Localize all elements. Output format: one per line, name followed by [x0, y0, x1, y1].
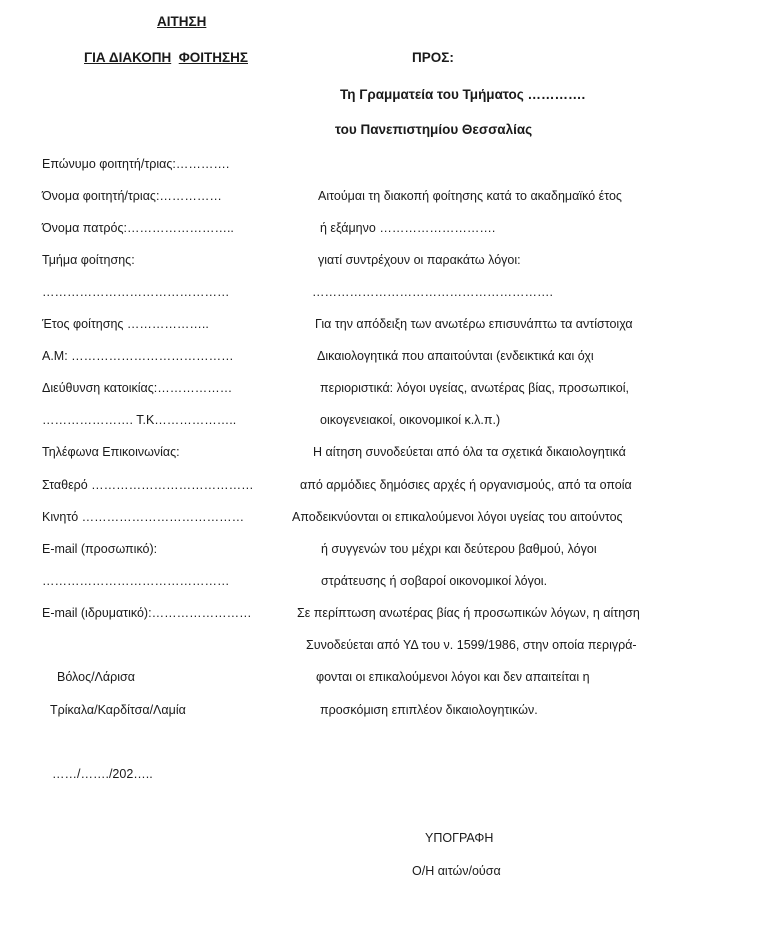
body-line: ή συγγενών του μέχρι και δεύτερου βαθμού, λόγοι [321, 542, 597, 556]
email-institutional-field: E-mail (ιδρυματικό):…………………… [42, 606, 252, 620]
address-field: Διεύθυνση κατοικίας:……………… [42, 381, 233, 395]
body-line: φονται οι επικαλούμενοι λόγοι και δεν απαιτείται η [316, 670, 590, 684]
father-name-field: Όνομα πατρός:…………………….. [42, 221, 234, 235]
body-line: γιατί συντρέχουν οι παρακάτω λόγοι: [318, 253, 521, 267]
recipient-line-1: Τη Γραμματεία του Τμήματος …………. [340, 87, 586, 102]
body-line: στράτευσης ή σοβαροί οικονομικοί λόγοι. [321, 574, 548, 588]
email-personal-blank-line: ……………………………………… [42, 574, 230, 588]
body-line: Η αίτηση συνοδεύεται από όλα τα σχετικά δικαιολογητικά [313, 445, 626, 459]
city-line-1: Βόλος/Λάρισα [57, 670, 135, 684]
form-subtitle-part2: ΦΟΙΤΗΣΗΣ [178, 50, 248, 65]
to-label: ΠΡΟΣ: [412, 50, 454, 65]
email-personal-field: E-mail (προσωπικό): [42, 542, 158, 556]
body-line: περιοριστικά: λόγοι υγείας, ανωτέρας βίας, προσωπικοί, [320, 381, 629, 395]
body-line: Αιτούμαι τη διακοπή φοίτησης κατά το ακαδημαϊκό έτος [318, 189, 622, 203]
body-line: προσκόμιση επιπλέον δικαιολογητικών. [320, 703, 538, 717]
form-title: ΑΙΤΗΣΗ [157, 14, 207, 29]
body-line: Συνοδεύεται από ΥΔ του ν. 1599/1986, στην οποία περιγρά- [306, 638, 637, 652]
mobile-field: Κινητό ………………………………… [42, 510, 245, 524]
signature-label: ΥΠΟΓΡΑΦΗ [425, 831, 494, 845]
body-line: Για την απόδειξη των ανωτέρω επισυνάπτω τα αντίστοιχα [315, 317, 633, 331]
form-subtitle-part1: ΓΙΑ ΔΙΑΚΟΠΗ [84, 50, 172, 65]
body-line: Αποδεικνύονται οι επικαλούμενοι λόγοι υγείας του αιτούντος [292, 510, 623, 524]
landline-field: Σταθερό ………………………………… [42, 478, 254, 492]
form-subtitle [84, 50, 248, 66]
phones-label: Τηλέφωνα Επικοινωνίας: [42, 445, 180, 459]
surname-field: Επώνυμο φοιτητή/τριας:…………. [42, 157, 230, 171]
department-blank-line: ……………………………………… [42, 285, 230, 299]
applicant-label: Ο/Η αιτών/ούσα [412, 864, 501, 878]
department-field: Τμήμα φοίτησης: [42, 253, 135, 267]
body-line: από αρμόδιες δημόσιες αρχές ή οργανισμούς, από τα οποία [300, 478, 632, 492]
am-field: Α.Μ: ………………………………… [42, 349, 234, 363]
first-name-field: Όνομα φοιτητή/τριας:…………… [42, 189, 222, 203]
city-line-2: Τρίκαλα/Καρδίτσα/Λαμία [50, 703, 186, 717]
body-line: οικογενειακοί, οικονομικοί κ.λ.π.) [320, 413, 501, 427]
body-line: ή εξάμηνο ………………………. [320, 221, 496, 235]
date-field: ……/……./202….. [52, 767, 153, 781]
recipient-line-2: του Πανεπιστημίου Θεσσαλίας [335, 122, 533, 137]
body-line: Σε περίπτωση ανωτέρας βίας ή προσωπικών λόγων, η αίτηση [297, 606, 640, 620]
body-line: …………………………………………………. [312, 285, 553, 299]
postal-code-field: …………………. Τ.Κ……………….. [42, 413, 237, 427]
year-field: Έτος φοίτησης ……………….. [42, 317, 209, 331]
body-line: Δικαιολογητικά που απαιτούνται (ενδεικτικά και όχι [317, 349, 594, 363]
